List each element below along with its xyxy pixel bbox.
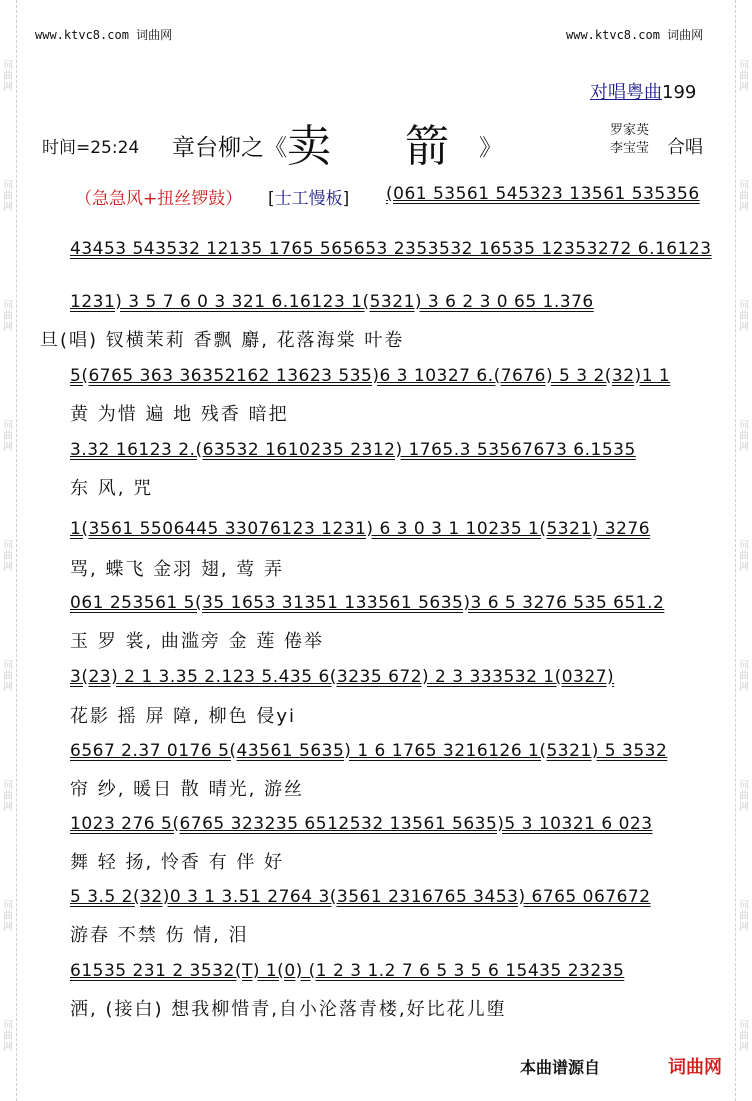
lyric-line: 玉 罗 裳, 曲滥旁 金 莲 倦举 bbox=[70, 631, 325, 652]
mode-name: 士工慢板 bbox=[274, 189, 343, 209]
series-number: 199 bbox=[662, 82, 697, 103]
tempo-note: （急急风+扭丝锣鼓） bbox=[75, 189, 243, 209]
series-label bbox=[590, 78, 696, 104]
singer-1: 罗家英 bbox=[610, 123, 650, 138]
lyric-line: 黄 为惜 遍 地 残香 暗把 bbox=[70, 404, 289, 425]
lyric-line: 旦(唱) 钗横茉莉 香飘 麝, 花落海棠 叶卷 bbox=[40, 330, 405, 351]
lyric-line: 东 风, 咒 bbox=[70, 478, 154, 499]
notation-line: 3.32 16123 2.(63532 1610235 2312) 1765.3 53567673 6.1535 bbox=[70, 440, 636, 460]
title-prefix: 章台柳之《 bbox=[172, 135, 287, 161]
brand-link[interactable]: 词曲网 bbox=[668, 1057, 722, 1078]
notation-line: 1231) 3 5 7 6 0 3 321 6.16123 1(5321) 3 6 2 3 0 65 1.376 bbox=[70, 292, 594, 312]
singers bbox=[610, 122, 649, 158]
notation-line: 43453 543532 12135 1765 565653 2353532 16535 12353272 6.16123 bbox=[70, 239, 712, 259]
source-label: 本曲谱源自 bbox=[520, 1058, 601, 1077]
notation-line: 061 253561 5(35 1653 31351 133561 5635)3 6 5 3276 535 651.2 bbox=[70, 593, 665, 613]
together-label: 合唱 bbox=[667, 137, 703, 158]
title-main: 卖 箭 bbox=[287, 121, 479, 172]
title-suffix: 》 bbox=[479, 135, 502, 161]
notation-line: (061 53561 545323 13561 535356 bbox=[386, 184, 700, 204]
song-title bbox=[172, 110, 502, 174]
notation-line: 1(3561 5506445 33076123 1231) 6 3 0 3 1 10235 1(5321) 3276 bbox=[70, 519, 651, 539]
right-watermark-strip: 词 曲 网 词 曲 网 词 曲 网 词 曲 网 词 曲 网 词 曲 网 词 曲 网 词 曲 网 词 曲 网 bbox=[735, 0, 752, 1101]
lyric-line: 骂, 蝶飞 金羽 翅, 莺 弄 bbox=[70, 559, 285, 580]
lyric-line: 花影 摇 屏 障, 柳色 侵yi bbox=[70, 706, 296, 727]
duration: 时间=25:24 bbox=[42, 138, 140, 158]
site-url-right[interactable]: www.ktvc8.com 词曲网 bbox=[566, 28, 704, 42]
lyric-line: 帘 纱, 暖日 散 晴光, 游丝 bbox=[70, 779, 305, 800]
lyric-line: 洒, (接白) 想我柳惜青,自小沦落青楼,好比花儿堕 bbox=[70, 999, 507, 1020]
notation-line: 5(6765 363 36352162 13623 535)6 3 10327 6.(7676) 5 3 2(32)1 1 bbox=[70, 366, 671, 386]
notation-line: 61535 231 2 3532(T) 1(0) (1 2 3 1.2 7 6 5 3 5 6 15435 23235 bbox=[70, 961, 625, 981]
notation-line: 1023 276 5(6765 323235 6512532 13561 5635)5 3 10321 6 023 bbox=[70, 814, 653, 834]
notation-line: 6567 2.37 0176 5(43561 5635) 1 6 1765 3216126 1(5321) 5 3532 bbox=[70, 741, 668, 761]
lyric-line: 游春 不禁 伤 情, 泪 bbox=[70, 925, 249, 946]
notation-line: 5 3.5 2(32)0 3 1 3.51 2764 3(3561 2316765 3453) 6765 067672 bbox=[70, 887, 651, 907]
mode-label bbox=[268, 184, 349, 209]
mode-open: [ bbox=[268, 189, 275, 209]
lyric-line: 舞 轻 扬, 怜香 有 伴 好 bbox=[70, 852, 285, 873]
site-url-left[interactable]: www.ktvc8.com 词曲网 bbox=[35, 28, 173, 42]
notation-line: 3(23) 2 1 3.35 2.123 5.435 6(3235 672) 2 3 333532 1(0327) bbox=[70, 667, 615, 687]
series-name[interactable]: 对唱粤曲 bbox=[590, 82, 662, 103]
mode-close: ] bbox=[342, 189, 350, 209]
left-watermark-strip: 词 曲 网 词 曲 网 词 曲 网 词 曲 网 词 曲 网 词 曲 网 词 曲 网 词 曲 网 词 曲 网 bbox=[0, 0, 17, 1101]
singer-2: 李宝莹 bbox=[610, 141, 650, 156]
